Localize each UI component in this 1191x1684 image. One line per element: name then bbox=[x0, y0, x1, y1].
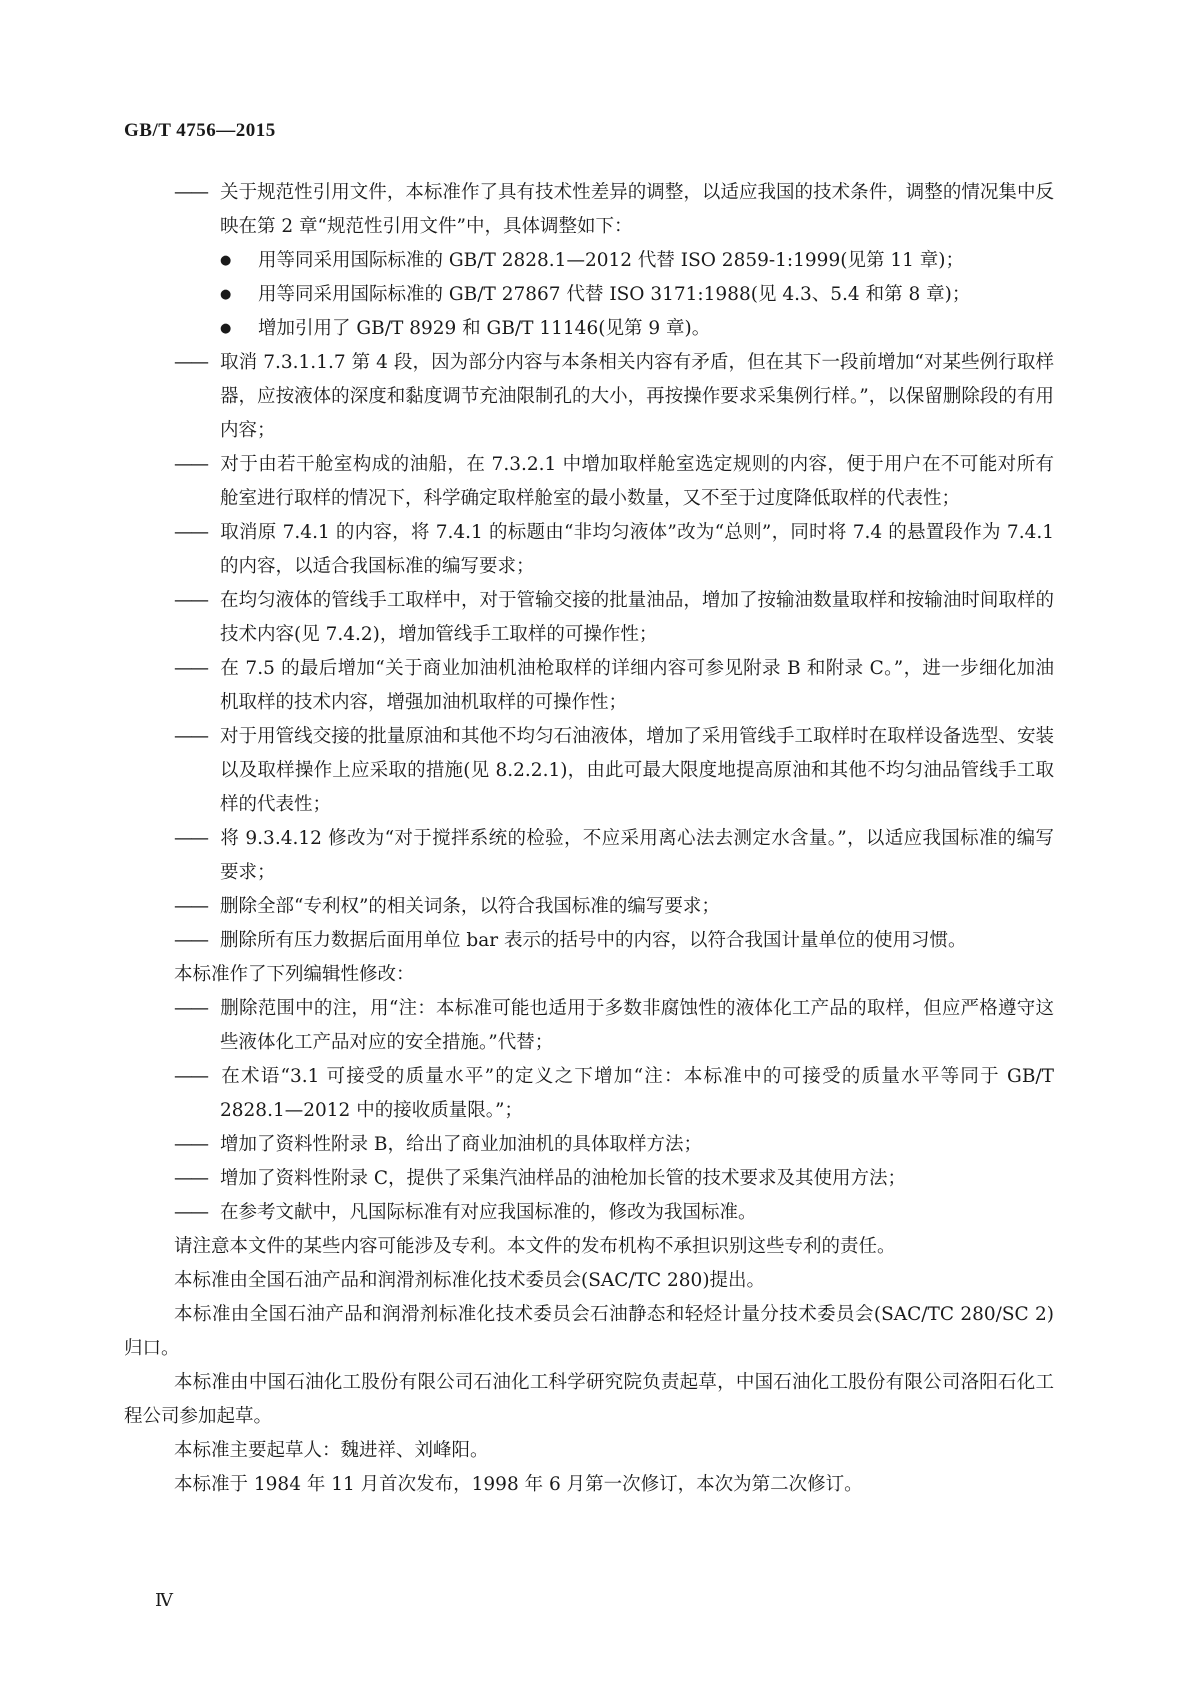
dash-item: —— 取消 7.3.1.1.7 第 4 段，因为部分内容与本条相关内容有矛盾，但在其下一段前增加“对某些例行取样器，应按液体的深度和黏度调节充油限制孔的大小，再按操作要求采集例行样。”，以保留删除段的有用内容； bbox=[174, 346, 1054, 448]
dash-item: —— 删除范围中的注，用“注：本标准可能也适用于多数非腐蚀性的液体化工产品的取样，但应严格遵守这些液体化工产品对应的安全措施。”代替； bbox=[174, 992, 1054, 1060]
dash-item: —— 增加了资料性附录 B，给出了商业加油机的具体取样方法； bbox=[174, 1128, 1054, 1162]
dash-item: —— 在均匀液体的管线手工取样中，对于管输交接的批量油品，增加了按输油数量取样和按输油时间取样的技术内容(见 7.4.2)，增加管线手工取样的可操作性； bbox=[174, 584, 1054, 652]
dash-item: —— 取消原 7.4.1 的内容，将 7.4.1 的标题由“非均匀液体”改为“总则”，同时将 7.4 的悬置段作为 7.4.1 的内容，以适合我国标准的编写要求； bbox=[174, 516, 1054, 584]
dash-item: —— 删除全部“专利权”的相关词条，以符合我国标准的编写要求； bbox=[174, 890, 1054, 924]
dash-item: —— 关于规范性引用文件，本标准作了具有技术性差异的调整，以适应我国的技术条件，调整的情况集中反映在第 2 章“规范性引用文件”中，具体调整如下： bbox=[174, 176, 1054, 244]
standard-code-header: GB/T 4756—2015 bbox=[124, 120, 276, 141]
paragraph: 本标准主要起草人：魏进祥、刘峰阳。 bbox=[174, 1440, 489, 1461]
dash-item: —— 增加了资料性附录 C，提供了采集汽油样品的油枪加长管的技术要求及其使用方法； bbox=[174, 1162, 1054, 1196]
dash-item: —— 删除所有压力数据后面用单位 bar 表示的括号中的内容，以符合我国计量单位的使用习惯。 bbox=[174, 924, 1054, 958]
dash-item: —— 将 9.3.4.12 修改为“对于搅拌系统的检验，不应采用离心法去测定水含量。”，以适应我国标准的编写要求； bbox=[174, 822, 1054, 890]
dash-item: —— 对于由若干舱室构成的油船，在 7.3.2.1 中增加取样舱室选定规则的内容，便于用户在不可能对所有舱室进行取样的情况下，科学确定取样舱室的最小数量，又不至于过度降低取样的代表性； bbox=[174, 448, 1054, 516]
bullet-item: ● 增加引用了 GB/T 8929 和 GB/T 11146(见第 9 章)。 bbox=[174, 312, 1054, 346]
dash-item: —— 对于用管线交接的批量原油和其他不均匀石油液体，增加了采用管线手工取样时在取样设备选型、安装以及取样操作上应采取的措施(见 8.2.2.1)，由此可最大限度地提高原油和其他不均匀油品管线手工取样的代表性； bbox=[174, 720, 1054, 822]
paragraph: 请注意本文件的某些内容可能涉及专利。本文件的发布机构不承担识别这些专利的责任。 bbox=[174, 1236, 896, 1257]
paragraph: 本标准作了下列编辑性修改： bbox=[174, 964, 415, 985]
dash-item: —— 在参考文献中，凡国际标准有对应我国标准的，修改为我国标准。 bbox=[174, 1196, 1054, 1230]
dash-item: —— 在 7.5 的最后增加“关于商业加油机油枪取样的详细内容可参见附录 B 和附录 C。”，进一步细化加油机取样的技术内容，增强加油机取样的可操作性； bbox=[174, 652, 1054, 720]
paragraph: 本标准于 1984 年 11 月首次发布，1998 年 6 月第一次修订，本次为第二次修订。 bbox=[174, 1474, 863, 1495]
bullet-item: ● 用等同采用国际标准的 GB/T 27867 代替 ISO 3171:1988(见 4.3、5.4 和第 8 章)； bbox=[174, 278, 1054, 312]
paragraph: 本标准由中国石油化工股份有限公司石油化工科学研究院负责起草，中国石油化工股份有限公司洛阳石化工程公司参加起草。 bbox=[124, 1372, 1054, 1427]
document-body bbox=[124, 176, 1054, 1502]
bullet-item: ● 用等同采用国际标准的 GB/T 2828.1—2012 代替 ISO 2859-1:1999(见第 11 章)； bbox=[174, 244, 1054, 278]
paragraph: 本标准由全国石油产品和润滑剂标准化技术委员会(SAC/TC 280)提出。 bbox=[174, 1270, 766, 1291]
dash-item: —— 在术语“3.1 可接受的质量水平”的定义之下增加“注：本标准中的可接受的质量水平等同于 GB/T 2828.1—2012 中的接收质量限。”； bbox=[174, 1060, 1054, 1128]
page-number: Ⅳ bbox=[155, 1590, 173, 1610]
paragraph: 本标准由全国石油产品和润滑剂标准化技术委员会石油静态和轻烃计量分技术委员会(SAC/TC 280/SC 2)归口。 bbox=[124, 1304, 1054, 1359]
